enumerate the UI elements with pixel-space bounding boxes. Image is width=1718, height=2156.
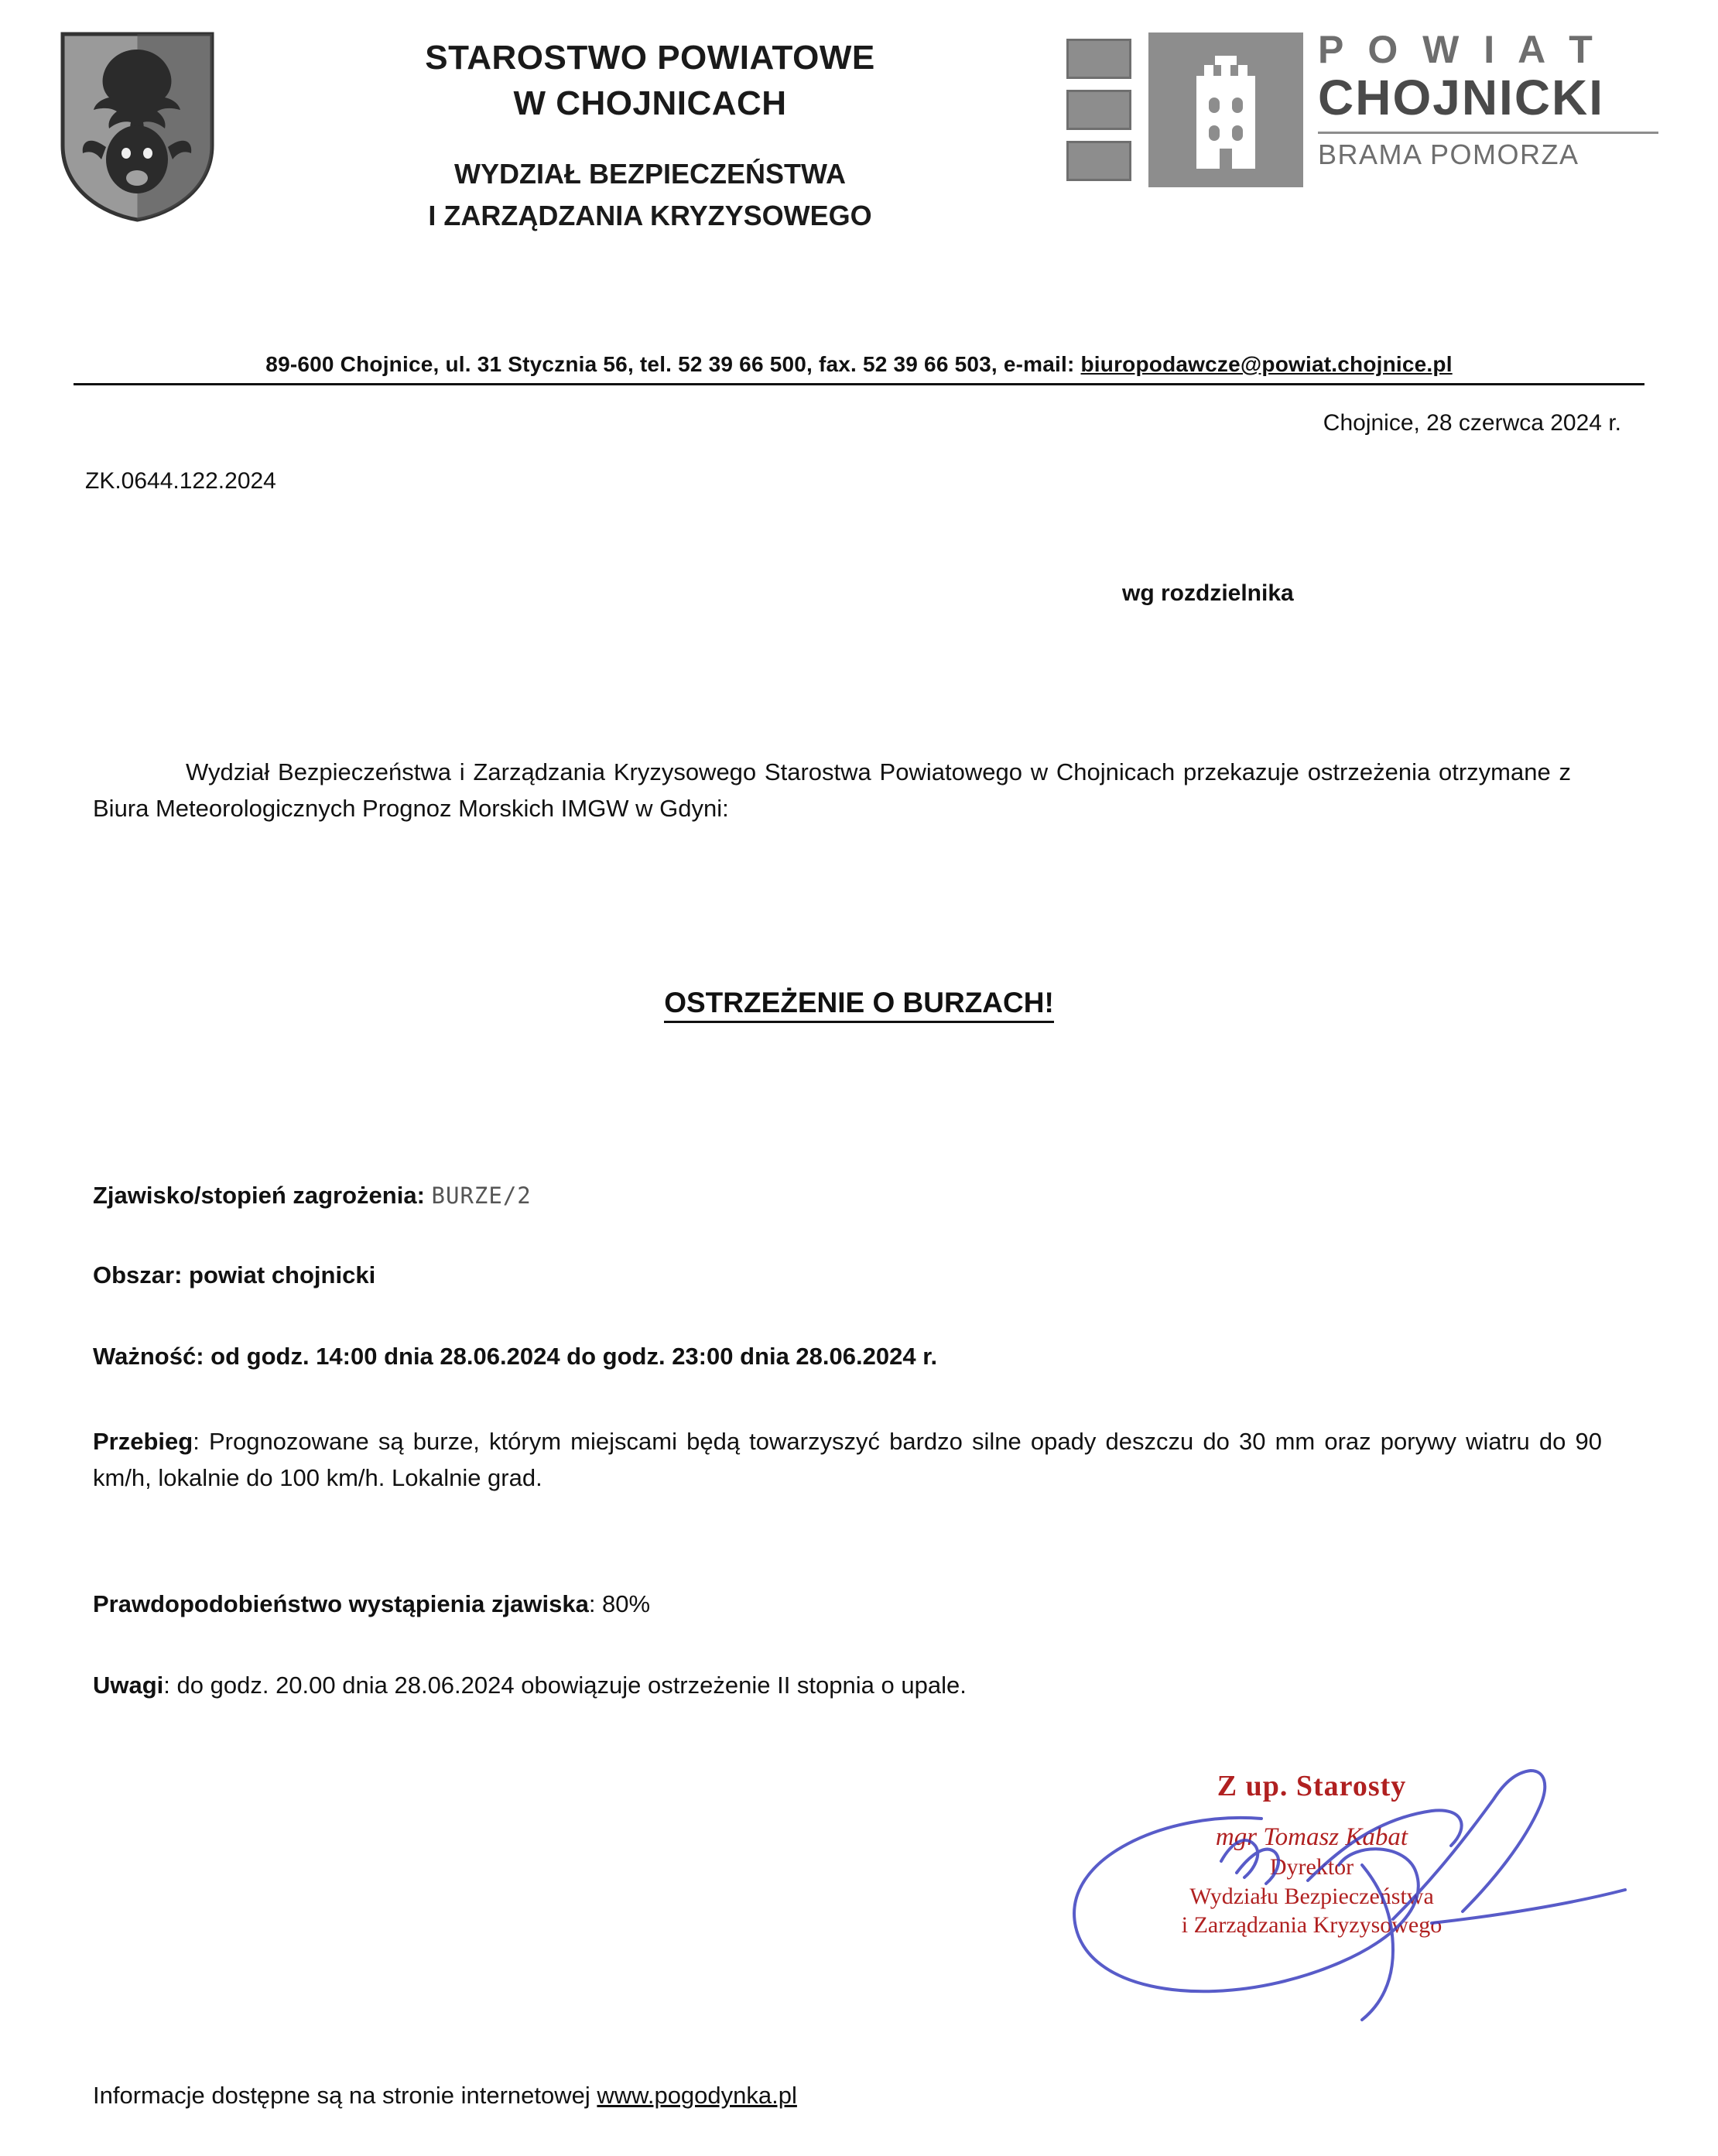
signature-stamp-text (1130, 1768, 1494, 1940)
field-phenomenon-value: BURZE/2 (431, 1182, 532, 1209)
field-validity-label: Ważność: (93, 1343, 204, 1370)
field-area-label: Obszar: (93, 1261, 183, 1288)
logo-brama-pomorza-text: BRAMA POMORZA (1318, 132, 1658, 171)
stamp-line-4: Wydziału Bezpieczeństwa (1189, 1883, 1434, 1909)
field-course-value: : Prognozowane są burze, którym miejscami będą towarzyszyć bardzo silne opady deszczu do 30 mm oraz porywy wiatru do 90 km/h, lokalnie do 100 km/h. Lokalnie grad. (93, 1428, 1602, 1491)
intro-text: Wydział Bezpieczeństwa i Zarządzania Kryzysowego Starostwa Powiatowego w Chojnicach przekazuje ostrzeżenia otrzymane z Biura Meteorologicznych Prognoz Morskich IMGW w Gdyni: (93, 758, 1571, 822)
logo-chojnicki-text: CHOJNICKI (1318, 69, 1605, 125)
logo-text-block (1318, 29, 1666, 171)
field-area-value: powiat chojnicki (189, 1261, 376, 1288)
contact-text: 89-600 Chojnice, ul. 31 Stycznia 56, tel. 52 39 66 500, fax. 52 39 66 503, e-mail: (265, 352, 1081, 376)
field-probability-value: : 80% (588, 1590, 651, 1617)
footer-text: Informacje dostępne są na stronie internetowej (93, 2082, 597, 2109)
logo-square-2 (1066, 90, 1131, 130)
stamp-line-2: mgr Tomasz Kabat (1215, 1822, 1408, 1851)
field-course-label: Przebieg (93, 1428, 193, 1455)
department-line-1: WYDZIAŁ BEZPIECZEŃSTWA (454, 157, 846, 190)
coat-of-arms-icon (58, 29, 217, 223)
signature-area (1029, 1726, 1633, 2051)
field-course (93, 1424, 1602, 1496)
office-title-line-2: W CHOJNICACH (513, 84, 787, 123)
reference-number: ZK.0644.122.2024 (85, 468, 276, 494)
castle-tower-icon (1148, 33, 1303, 187)
warning-title (0, 987, 1718, 1019)
footer-information (93, 2082, 797, 2110)
field-validity-value: od godz. 14:00 dnia 28.06.2024 do godz. 23:00 dnia 28.06.2024 r. (210, 1343, 938, 1370)
contact-line-wrapper (74, 352, 1644, 385)
document-header (0, 0, 1718, 376)
recipient-label: wg rozdzielnika (1122, 580, 1294, 606)
logo-square-1 (1066, 39, 1131, 79)
contact-line (74, 352, 1644, 377)
field-notes-label: Uwagi (93, 1672, 164, 1699)
logo-squares-decoration (1066, 39, 1144, 193)
field-phenomenon-label: Zjawisko/stopień zagrożenia: (93, 1182, 425, 1209)
logo-powiat-text: P O W I A T (1318, 28, 1600, 71)
email-link[interactable]: biuropodawcze@powiat.chojnice.pl (1080, 352, 1453, 376)
warning-title-text: OSTRZEŻENIE O BURZACH! (664, 987, 1054, 1023)
powiat-chojnicki-logo (1066, 28, 1662, 226)
office-title-block (310, 35, 991, 236)
field-probability-label: Prawdopodobieństwo wystąpienia zjawiska (93, 1590, 589, 1617)
field-notes-value: : do godz. 20.00 dnia 28.06.2024 obowiązuje ostrzeżenie II stopnia o upale. (163, 1672, 967, 1699)
pogodynka-link[interactable]: www.pogodynka.pl (597, 2082, 797, 2109)
department-line-2: I ZARZĄDZANIA KRYZYSOWEGO (428, 200, 872, 232)
stamp-line-5: i Zarządzania Kryzysowego (1181, 1912, 1443, 1939)
office-title-line-1: STAROSTWO POWIATOWE (425, 39, 875, 77)
place-and-date: Chojnice, 28 czerwca 2024 r. (1323, 410, 1621, 436)
field-area (93, 1258, 1602, 1294)
field-validity (93, 1339, 1602, 1375)
field-phenomenon (93, 1178, 1602, 1214)
intro-paragraph (93, 755, 1571, 826)
stamp-line-3: Dyrektor (1269, 1854, 1354, 1881)
stamp-line-1: Z up. Starosty (1217, 1770, 1407, 1802)
logo-square-3 (1066, 141, 1131, 181)
field-probability (93, 1586, 1602, 1623)
field-notes (93, 1668, 1602, 1704)
